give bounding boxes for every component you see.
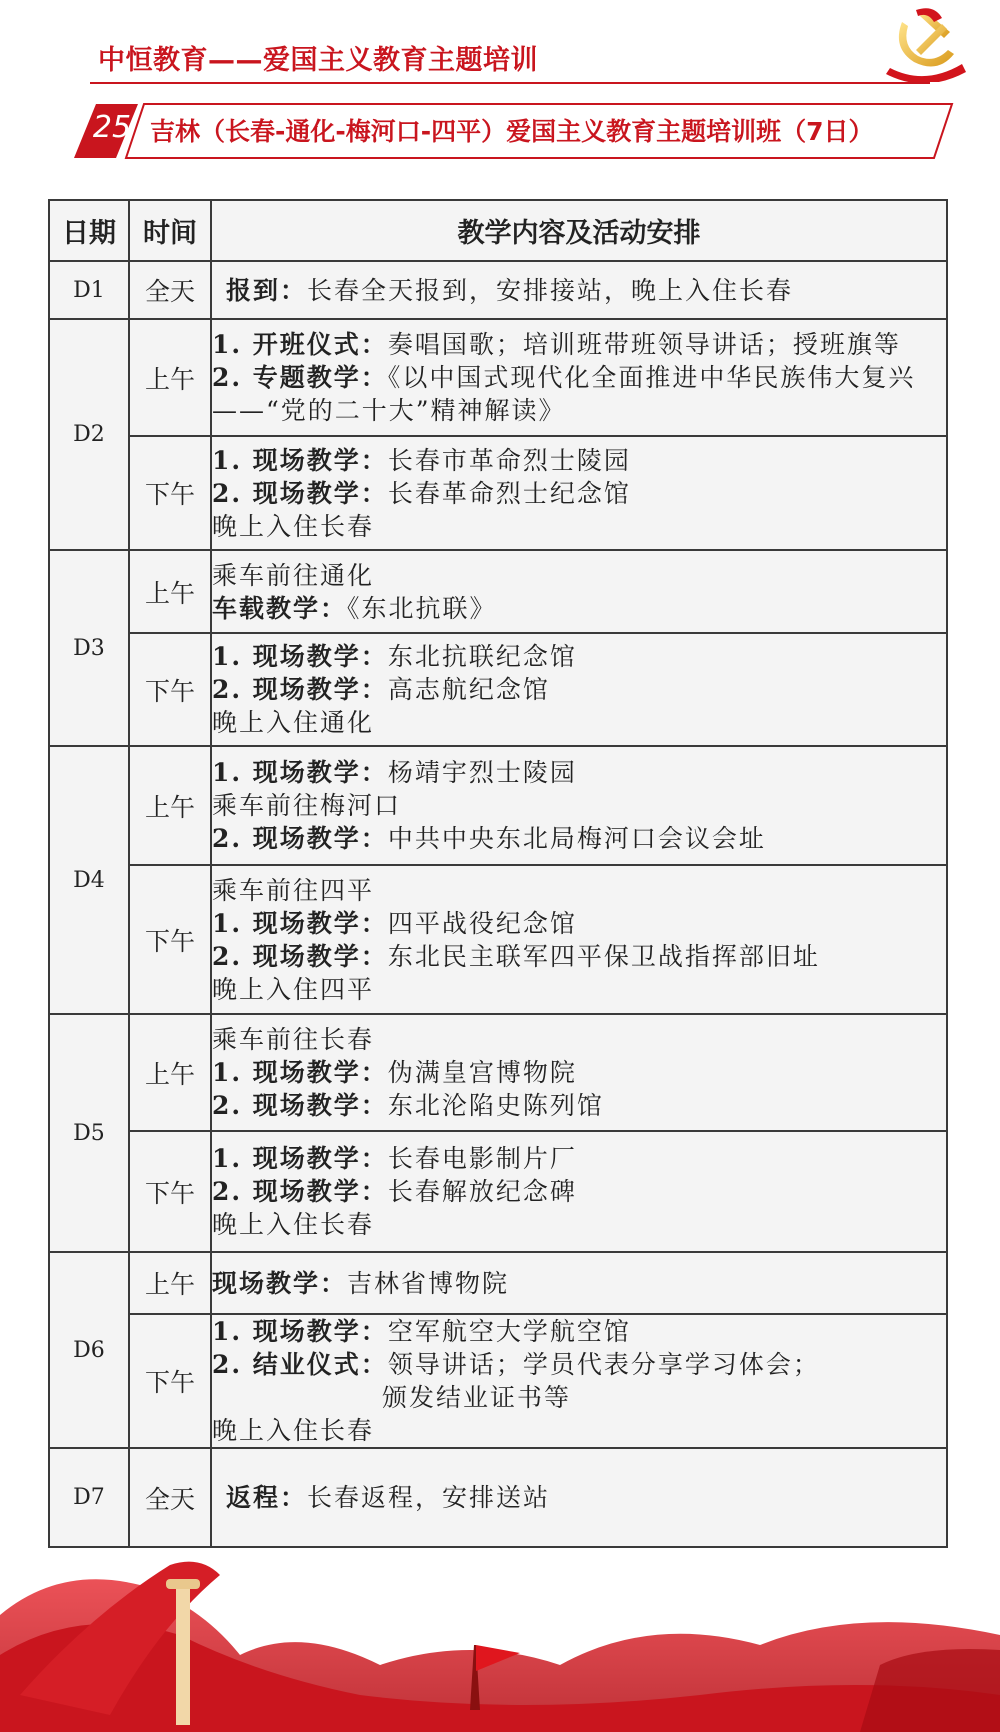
schedule-table <box>48 199 948 1548</box>
course-title: 吉林（长春-通化-梅河口-四平）爱国主义教育主题培训班（7日） <box>150 117 874 146</box>
time-cell: 上午 <box>129 746 211 865</box>
brand-title: 中恒教育——爱国主义教育主题培训 <box>98 45 538 76</box>
time-cell: 下午 <box>129 1131 211 1252</box>
huabiao-column-icon <box>176 1585 190 1725</box>
content-cell <box>211 746 947 865</box>
time-cell: 下午 <box>129 633 211 746</box>
table-row <box>49 865 947 1014</box>
content-cell <box>211 261 947 319</box>
column-header-time: 时间 <box>129 200 211 261</box>
content-line: 晚上入住通化 <box>212 708 375 737</box>
day-cell: D3 <box>49 550 129 746</box>
table-header-row <box>49 200 947 261</box>
content-cell <box>211 1448 947 1547</box>
time-cell: 上午 <box>129 1014 211 1131</box>
time-cell: 上午 <box>129 1252 211 1314</box>
content-line: 2. 现场教学：东北沦陷史陈列馆 <box>212 1091 604 1120</box>
content-line: 1. 现场教学：长春市革命烈士陵园 <box>212 445 631 475</box>
content-line: 晚上入住长春 <box>212 1210 375 1239</box>
content-line: 2. 现场教学：东北民主联军四平保卫战指挥部旧址 <box>212 941 820 971</box>
content-line: 1. 现场教学：空军航空大学航空馆 <box>212 1317 631 1346</box>
day-cell: D2 <box>49 319 129 550</box>
content-line: 2. 现场教学：中共中央东北局梅河口会议会址 <box>212 824 766 853</box>
content-cell <box>211 865 947 1014</box>
table-row <box>49 633 947 746</box>
content-line: 1. 开班仪式：奏唱国歌；培训班带班领导讲话；授班旗等 <box>212 330 901 359</box>
content-cell <box>211 633 947 746</box>
time-cell: 上午 <box>129 550 211 633</box>
content-line: 2. 现场教学：长春解放纪念碑 <box>212 1177 577 1206</box>
content-line: 现场教学：吉林省博物院 <box>212 1268 510 1298</box>
day-cell: D1 <box>49 261 129 319</box>
content-line: 晚上入住四平 <box>212 974 375 1004</box>
day-cell: D5 <box>49 1014 129 1252</box>
table-row <box>49 1252 947 1314</box>
brand-divider <box>90 82 930 84</box>
table-row <box>49 1448 947 1547</box>
table-row <box>49 1314 947 1448</box>
content-line: 乘车前往长春 <box>212 1025 375 1054</box>
content-line: 晚上入住长春 <box>212 511 375 541</box>
content-cell <box>211 319 947 436</box>
time-cell: 下午 <box>129 865 211 1014</box>
table-row <box>49 261 947 319</box>
content-line: 1. 现场教学：伪满皇宫博物院 <box>212 1058 577 1087</box>
content-line: 晚上入住长春 <box>212 1416 375 1445</box>
time-cell: 全天 <box>129 261 211 319</box>
content-line: 车载教学：《东北抗联》 <box>212 593 497 623</box>
content-line: 1. 现场教学：四平战役纪念馆 <box>212 908 577 938</box>
content-cell <box>211 1131 947 1252</box>
day-cell: D4 <box>49 746 129 1014</box>
content-cell <box>211 1252 947 1314</box>
course-number: 25 <box>92 110 132 145</box>
table-row <box>49 436 947 550</box>
column-header-date: 日期 <box>49 200 129 261</box>
content-line: 乘车前往通化 <box>212 560 375 590</box>
content-cell <box>211 1314 947 1448</box>
content-line: 报到：长春全天报到，安排接站，晚上入住长春 <box>226 275 794 305</box>
content-line: 1. 现场教学：杨靖宇烈士陵园 <box>212 758 577 787</box>
content-line: 1. 现场教学：东北抗联纪念馆 <box>212 642 577 671</box>
content-cell <box>211 436 947 550</box>
table-row <box>49 1131 947 1252</box>
table-row <box>49 550 947 633</box>
day-cell: D6 <box>49 1252 129 1448</box>
content-line: 2. 现场教学：高志航纪念馆 <box>212 675 550 704</box>
time-cell: 下午 <box>129 1314 211 1448</box>
content-line: 1. 现场教学：长春电影制片厂 <box>212 1144 577 1173</box>
table-row <box>49 319 947 436</box>
time-cell: 全天 <box>129 1448 211 1547</box>
time-cell: 上午 <box>129 319 211 436</box>
content-line: 乘车前往梅河口 <box>212 791 402 820</box>
time-cell: 下午 <box>129 436 211 550</box>
content-line: 2. 专题教学：《以中国式现代化全面推进中华民族伟大复兴——“党的二十大”精神解读》 <box>212 363 916 425</box>
day-cell: D7 <box>49 1448 129 1547</box>
red-ribbon-footer <box>0 1545 1000 1732</box>
content-line: 2. 现场教学：长春革命烈士纪念馆 <box>212 478 631 508</box>
content-line: 2. 结业仪式：领导讲话；学员代表分享学习体会； <box>212 1350 820 1379</box>
content-cell <box>211 1014 947 1131</box>
content-line: 颁发结业证书等 <box>382 1383 572 1412</box>
party-emblem-icon <box>880 2 970 82</box>
content-line: 乘车前往四平 <box>212 875 375 905</box>
content-line: 返程：长春返程，安排送站 <box>226 1483 551 1512</box>
content-cell <box>211 550 947 633</box>
table-row <box>49 746 947 865</box>
column-header-content: 教学内容及活动安排 <box>211 200 947 261</box>
table-row <box>49 1014 947 1131</box>
